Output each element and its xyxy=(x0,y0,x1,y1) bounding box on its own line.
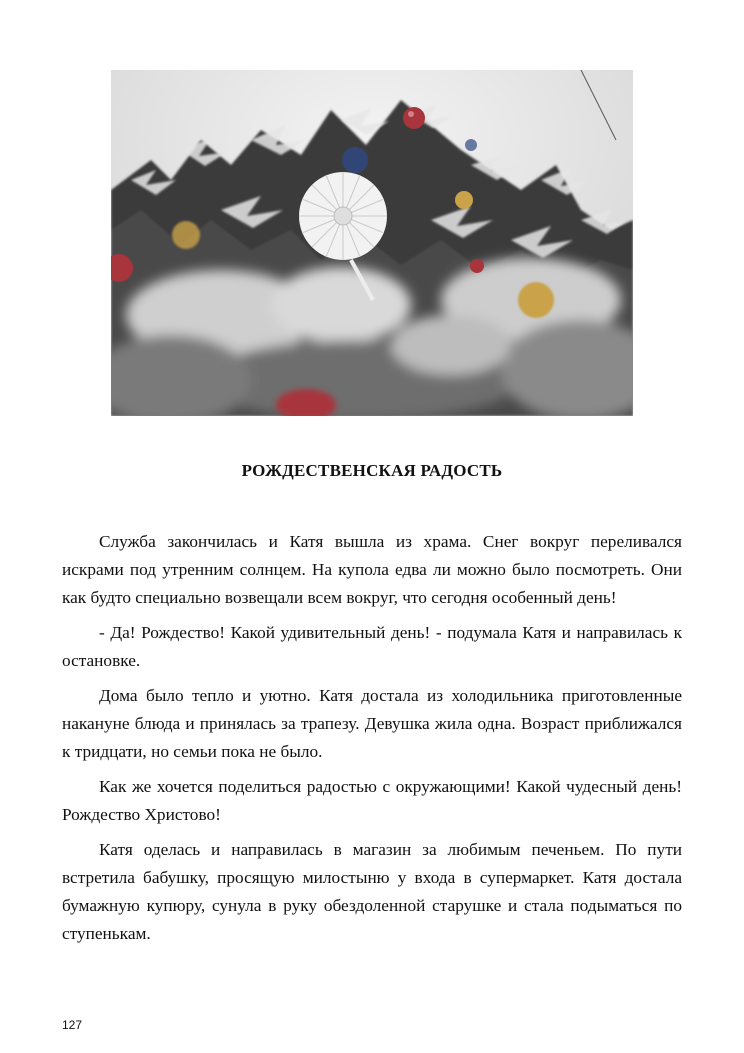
story-title: РОЖДЕСТВЕНСКАЯ РАДОСТЬ xyxy=(241,461,503,480)
paragraph: Катя оделась и направилась в магазин за любимым печеньем. По пути встретила бабушку, просящую милостыню у входа в супермаркет. Катя достала бумажную купюру, сунула в руку обездоленной старушке и стала подыматься по ступенькам. xyxy=(62,840,682,943)
paragraph: - Да! Рождество! Какой удивительный день! - подумала Катя и направилась к остановке. xyxy=(62,623,682,670)
story-body xyxy=(62,528,682,955)
paragraph: Служба закончилась и Катя вышла из храма. Снег вокруг переливался искрами под утренним солнцем. На купола едва ли можно было посмотреть. Они как будто специально возвещали всем вокруг, что сегодня особенный день! xyxy=(62,532,682,607)
paragraph: Как же хочется поделиться радостью с окружающими! Какой чудесный день! Рождество Христово! xyxy=(62,777,682,824)
paragraph: Дома было тепло и уютно. Катя достала из холодильника приготовленные накануне блюда и принялась за трапезу. Девушка жила одна. Возраст приближался к тридцати, но семьи пока не было. xyxy=(62,686,682,761)
christmas-tree-image xyxy=(111,70,633,416)
page-number: 127 xyxy=(62,1018,83,1032)
snowy-christmas-tree-photo xyxy=(111,70,633,416)
